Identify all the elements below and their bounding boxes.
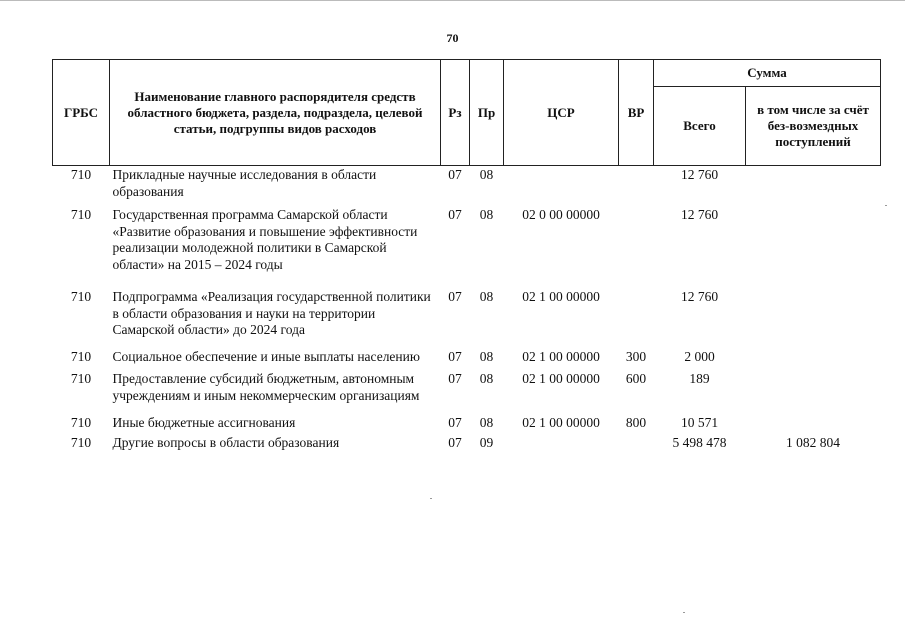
cell-pr: 08 — [479, 207, 494, 222]
cell-free — [746, 167, 881, 200]
header-grbs: ГРБС — [53, 60, 110, 166]
cell-free — [746, 371, 881, 404]
cell-name: Государственная программа Самарской области «Развитие образования и повышение эффективности реализации молодежной политики в Самарской области» на 2015 – 2024 годы — [112, 207, 418, 272]
cell-grbs: 710 — [70, 434, 92, 450]
scan-speck — [683, 612, 685, 613]
cell-name: Прикладные научные исследования в области образования — [112, 167, 377, 199]
header-total: Всего — [654, 87, 746, 166]
cell-free — [746, 415, 881, 432]
table-row — [53, 415, 881, 432]
cell-grbs: 710 — [70, 289, 92, 304]
cell-free — [746, 207, 881, 273]
cell-vr — [619, 167, 654, 200]
cell-vr — [619, 435, 654, 452]
cell-total: 12 760 — [680, 289, 719, 304]
cell-total: 12 760 — [680, 167, 719, 182]
cell-rz: 07 — [448, 167, 462, 182]
cell-csr: 02 0 00 00000 — [522, 207, 600, 222]
cell-pr: 08 — [479, 371, 494, 386]
cell-vr: 800 — [625, 415, 647, 430]
cell-name: Предоставление субсидий бюджетным, автономным учреждениям и иным некоммерческим организациям — [112, 371, 420, 403]
cell-name: Социальное обеспечение и иные выплаты населению — [112, 348, 420, 364]
table-row — [53, 349, 881, 366]
table-row — [53, 371, 881, 404]
cell-csr: 02 1 00 00000 — [522, 348, 600, 364]
table-header — [53, 60, 881, 166]
cell-csr — [504, 435, 619, 452]
cell-rz: 07 — [448, 415, 462, 430]
table-row — [53, 435, 881, 452]
cell-total: 2 000 — [684, 348, 715, 364]
cell-grbs: 710 — [70, 371, 92, 386]
cell-name: Иные бюджетные ассигнования — [112, 415, 296, 430]
page-top-edge — [0, 0, 905, 1]
cell-grbs: 710 — [70, 348, 92, 364]
cell-total: 10 571 — [680, 415, 719, 430]
cell-csr: 02 1 00 00000 — [522, 415, 600, 430]
cell-vr — [619, 289, 654, 339]
cell-name: Другие вопросы в области образования — [112, 434, 340, 450]
cell-free: 1 082 804 — [786, 434, 840, 450]
budget-table — [52, 59, 881, 451]
cell-free — [746, 349, 881, 366]
header-vr: ВР — [619, 60, 654, 166]
header-free: в том числе за счёт без-возмездных поступлений — [746, 87, 881, 166]
table-body — [53, 166, 881, 452]
cell-free — [746, 289, 881, 339]
header-pr: Пр — [470, 60, 504, 166]
cell-vr — [619, 207, 654, 273]
cell-rz: 07 — [448, 371, 462, 386]
table-row — [53, 167, 881, 200]
cell-grbs: 710 — [70, 207, 92, 222]
cell-csr — [504, 167, 619, 200]
table-row — [53, 207, 881, 273]
cell-rz: 07 — [448, 289, 462, 304]
scan-speck — [885, 205, 887, 206]
cell-vr: 600 — [625, 371, 647, 386]
header-rz: Рз — [441, 60, 470, 166]
cell-grbs: 710 — [70, 415, 92, 430]
cell-pr: 08 — [479, 415, 494, 430]
table-row — [53, 289, 881, 339]
header-name: Наименование главного распорядителя средств областного бюджета, раздела, подраздела, целевой статьи, подгруппы видов расходов — [110, 60, 441, 166]
scan-speck — [430, 498, 432, 499]
cell-pr: 08 — [479, 167, 494, 182]
cell-total: 5 498 478 — [672, 434, 727, 450]
cell-grbs: 710 — [70, 167, 92, 182]
cell-rz: 07 — [448, 207, 462, 222]
page-number: 70 — [446, 31, 459, 45]
cell-pr: 09 — [479, 434, 494, 450]
cell-name: Подпрограмма «Реализация государственной политики в области образования и науки на территории Самарской области» до 2024 года — [112, 289, 431, 337]
cell-vr: 300 — [625, 348, 647, 364]
cell-total: 189 — [689, 371, 710, 386]
cell-pr: 08 — [479, 348, 494, 364]
cell-rz: 07 — [448, 348, 462, 364]
cell-csr: 02 1 00 00000 — [522, 371, 600, 386]
cell-csr: 02 1 00 00000 — [522, 289, 600, 304]
cell-pr: 08 — [479, 289, 494, 304]
header-csr: ЦСР — [504, 60, 619, 166]
cell-total: 12 760 — [680, 207, 719, 222]
cell-rz: 07 — [448, 434, 462, 450]
header-sum: Сумма — [654, 60, 881, 87]
